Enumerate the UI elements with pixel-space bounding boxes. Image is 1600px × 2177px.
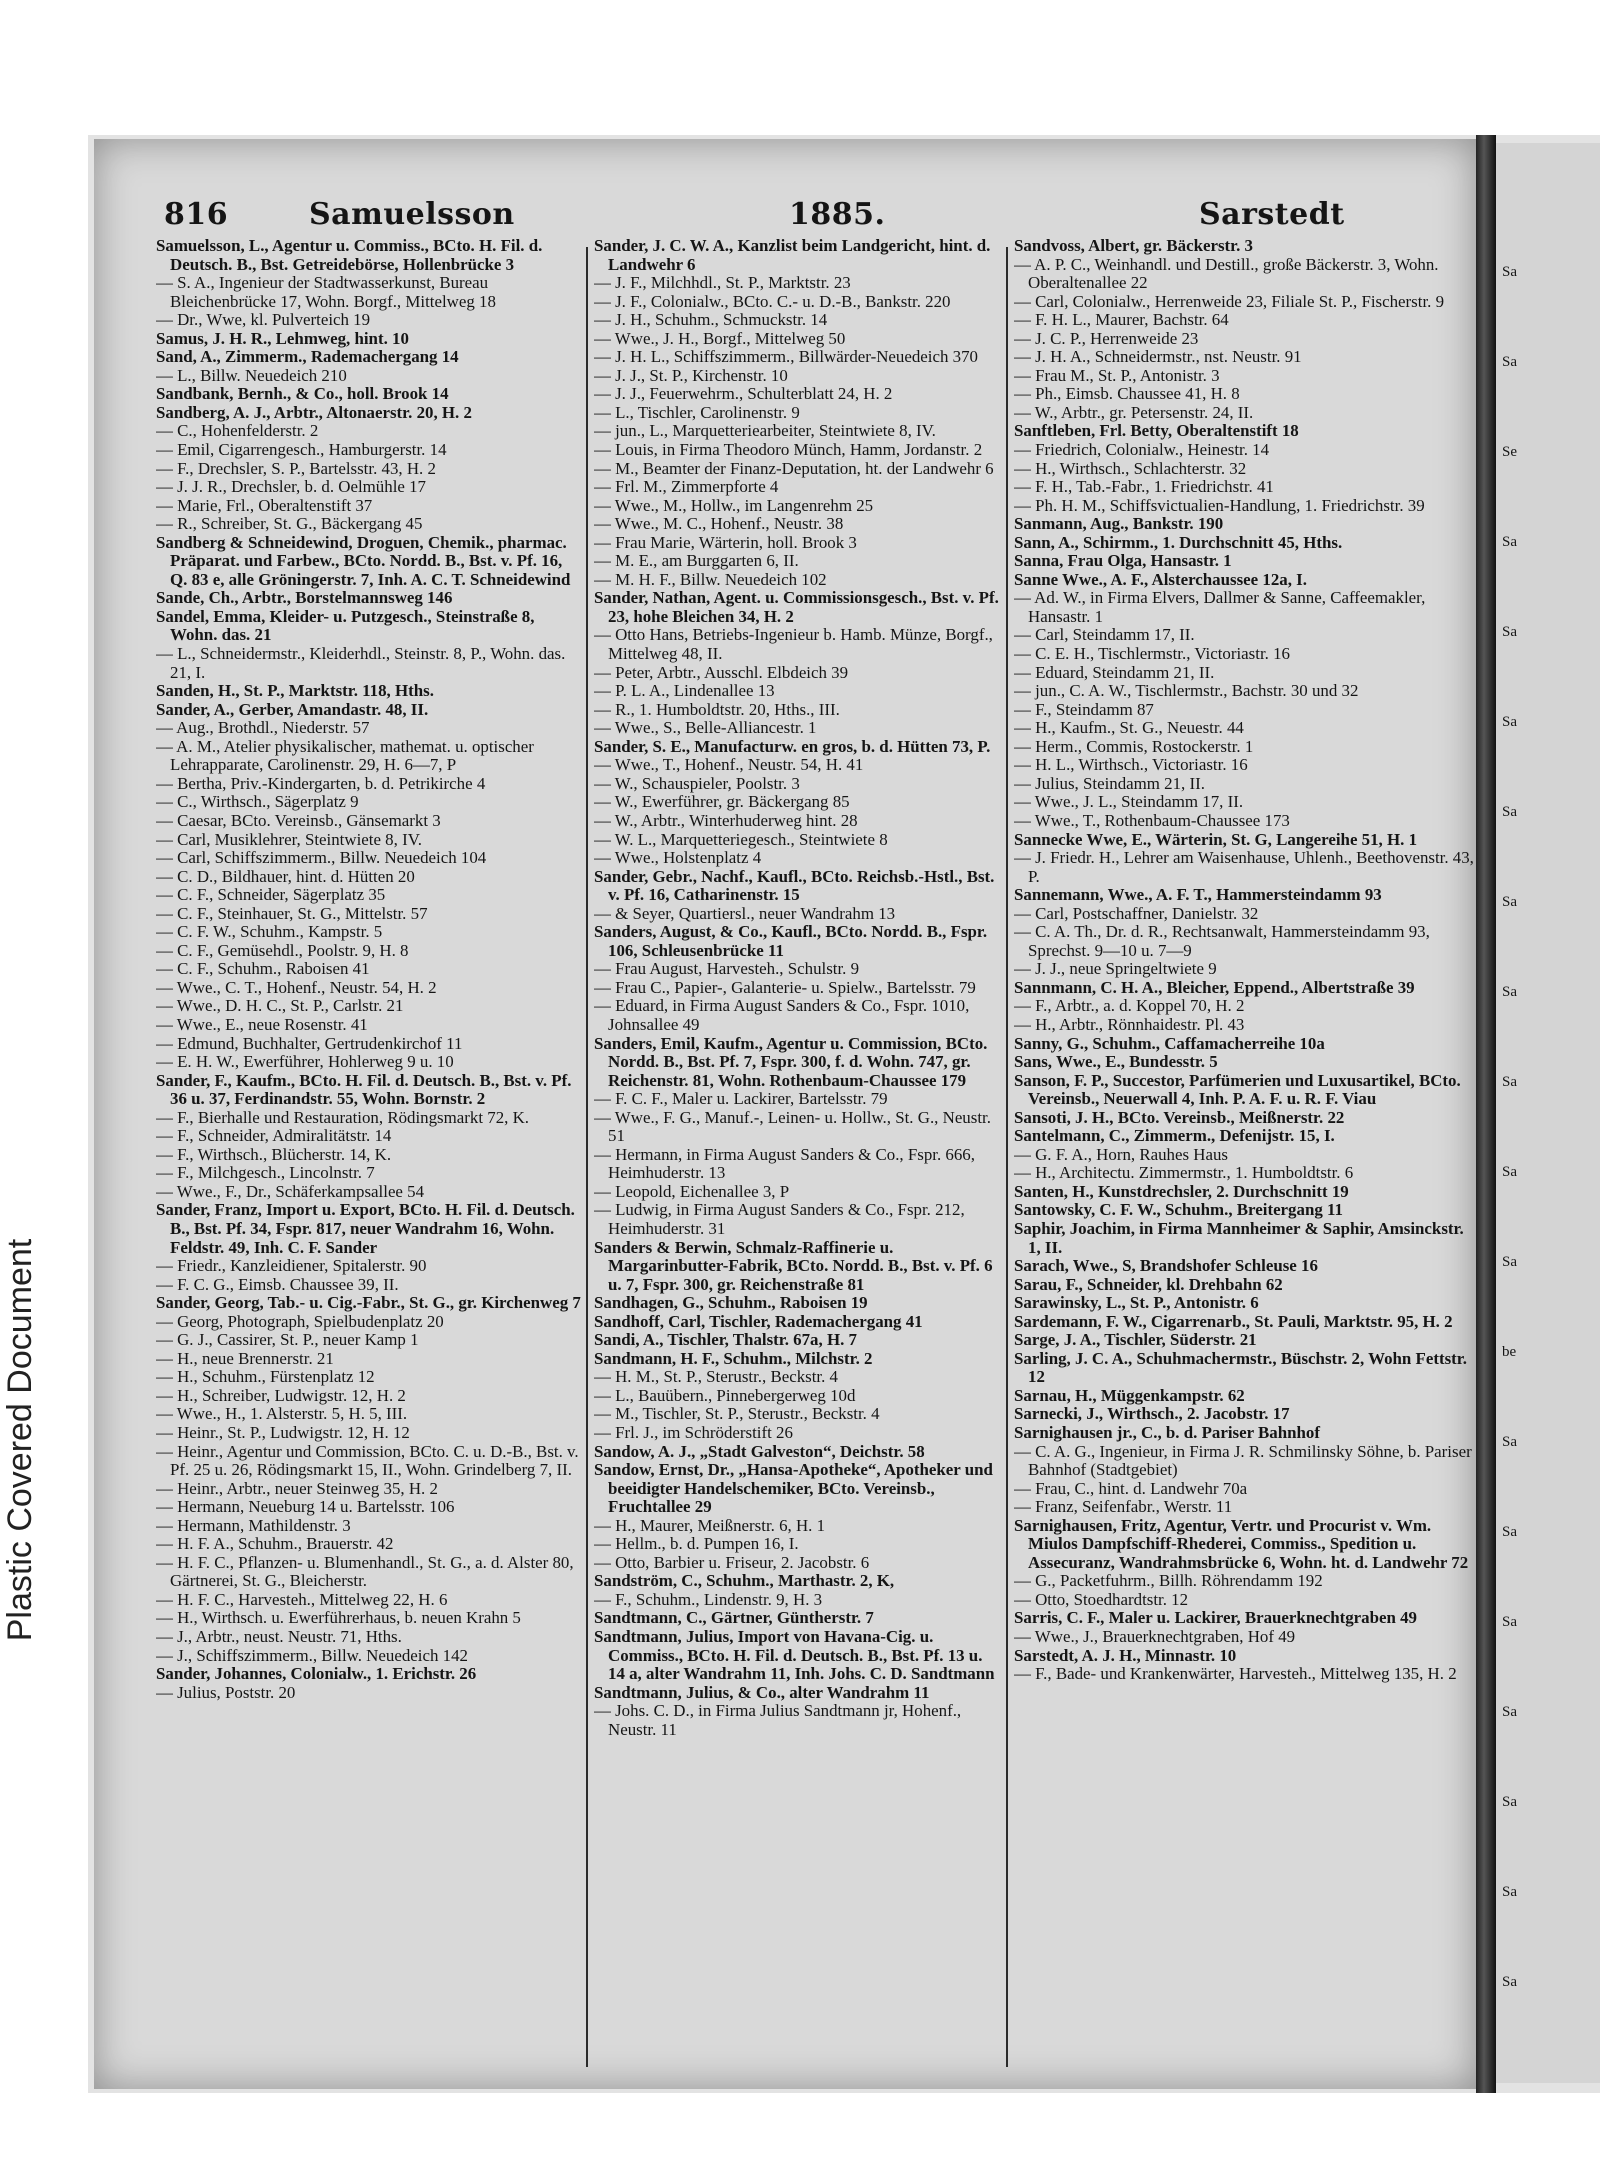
directory-entry: — J. F., Colonialw., BCto. C.- u. D.-B., Bankstr. 220 xyxy=(594,291,951,311)
directory-entry: — Frau August, Harvesteh., Schulstr. 9 xyxy=(594,959,860,979)
directory-entry: Samuelsson, L., Agentur u. Commiss., BCto. H. Fil. d. Deutsch. B., Bst. Getreidebörse, Hollenbrücke 3 xyxy=(156,237,543,274)
directory-entry: — W., Schauspieler, Poolstr. 3 xyxy=(594,773,800,793)
directory-entry: — Ph., Eimsb. Chaussee 41, H. 8 xyxy=(1014,384,1240,404)
directory-entry: — Wwe., S., Belle-Alliancestr. 1 xyxy=(594,718,817,738)
directory-entry: — Frau, C., hint. d. Landwehr 70a xyxy=(1014,1478,1248,1498)
directory-page xyxy=(94,139,1476,2089)
directory-entry: — Hermann, Mathildenstr. 3 xyxy=(156,1515,351,1535)
directory-entry: — Louis, in Firma Theodoro Münch, Hamm, Jordanstr. 2 xyxy=(594,440,983,460)
directory-entry: Sander, Johannes, Colonialw., 1. Erichstr. 26 xyxy=(156,1664,477,1684)
directory-entry: — H., Architectu. Zimmermstr., 1. Humboldtstr. 6 xyxy=(1014,1163,1354,1183)
directory-entry: Sanson, F. P., Succestor, Parfümerien und Luxusartikel, BCto. Vereinsb., Neuerwall 4, Inh. P. A. F. u. R. F. Viau xyxy=(1014,1070,1461,1109)
directory-entry: — F. H., Tab.-Fabr., 1. Friedrichstr. 41 xyxy=(1014,477,1274,497)
book-gutter xyxy=(1476,135,1496,2093)
directory-entry: Sarge, J. A., Tischler, Süderstr. 21 xyxy=(1014,1330,1257,1350)
directory-entry: — C. F., Schuhm., Raboisen 41 xyxy=(156,959,370,979)
directory-entry: — Wwe., M., Hollw., im Langenrehm 25 xyxy=(594,495,874,515)
directory-entry: Sarawinsky, L., St. P., Antonistr. 6 xyxy=(1014,1293,1259,1313)
directory-entry: — Peter, Arbtr., Ausschl. Elbdeich 39 xyxy=(594,662,849,682)
directory-entry: Sander, A., Gerber, Amandastr. 48, II. xyxy=(156,699,429,719)
adjacent-page-fragment: be xyxy=(1502,1344,1517,1360)
directory-entry: — J. C. P., Herrenweide 23 xyxy=(1014,328,1199,348)
directory-entry: — Emil, Cigarrengesch., Hamburgerstr. 14 xyxy=(156,440,447,460)
directory-entry: — jun., C. A. W., Tischlermstr., Bachstr. 30 und 32 xyxy=(1014,681,1359,701)
directory-entry: — Wwe., J., Brauerknechtgraben, Hof 49 xyxy=(1014,1627,1296,1647)
adjacent-page-fragment: Sa xyxy=(1502,264,1517,280)
directory-entry: Sandvoss, Albert, gr. Bäckerstr. 3 xyxy=(1014,237,1253,255)
directory-entry: — Ludwig, in Firma August Sanders & Co., Fspr. 212, Heimhuderstr. 31 xyxy=(594,1200,965,1238)
directory-entry: Santowsky, C. F. W., Schuhm., Breitergang 11 xyxy=(1014,1200,1343,1220)
directory-entry: Sarnighausen jr., C., b. d. Pariser Bahnhof xyxy=(1014,1423,1320,1442)
directory-entry: — Julius, Steindamm 21, II. xyxy=(1014,773,1205,793)
directory-entry: Sander, Nathan, Agent. u. Commissionsgesch., Bst. v. Pf. 23, hohe Bleichen 34, H. 2 xyxy=(594,588,999,626)
directory-entry: — H., Kaufm., St. G., Neuestr. 44 xyxy=(1014,718,1244,738)
adjacent-page-fragment: Sa xyxy=(1502,804,1517,820)
directory-entry: Sandow, Ernst, Dr., „Hansa-Apotheke“, Apotheker und beeidigter Handelschemiker, BCto. Vereinsb., Fruchtallee 29 xyxy=(594,1460,993,1517)
directory-entry: Sander, Georg, Tab.- u. Cig.-Fabr., St. G., gr. Kirchenweg 7 xyxy=(156,1293,581,1313)
adjacent-page-fragment: Sa xyxy=(1502,1884,1517,1900)
directory-entry: Sand, A., Zimmerm., Rademachergang 14 xyxy=(156,347,459,367)
year-heading: 1885. xyxy=(789,197,886,232)
directory-entry: — H. M., St. P., Sterustr., Beckstr. 4 xyxy=(594,1367,838,1387)
adjacent-page-fragment: Sa xyxy=(1502,1704,1517,1720)
adjacent-page-fragment: Sa xyxy=(1502,1254,1517,1270)
directory-entry: — J. H. L., Schiffszimmerm., Billwärder-Neuedeich 370 xyxy=(594,347,978,367)
directory-entry: Sanmann, Aug., Bankstr. 190 xyxy=(1014,514,1224,534)
column-divider xyxy=(1006,247,1008,2067)
directory-entry: — Ph. H. M., Schiffsvictualien-Handlung, 1. Friedrichstr. 39 xyxy=(1014,495,1425,515)
directory-entry: Sandberg, A. J., Arbtr., Altonaerstr. 20, H. 2 xyxy=(156,402,472,422)
scanned-page-frame xyxy=(88,135,1600,2093)
adjacent-page-fragment: Sa xyxy=(1502,1794,1517,1810)
directory-entry: — Marie, Frl., Oberaltenstift 37 xyxy=(156,495,373,515)
directory-entry: — Wwe., J. L., Steindamm 17, II. xyxy=(1014,792,1244,812)
directory-entry: — A. P. C., Weinhandl. und Destill., große Bäckerstr. 3, Wohn. Oberaltenallee 22 xyxy=(1014,254,1439,293)
directory-entry: — M. E., am Burggarten 6, II. xyxy=(594,551,799,571)
directory-entry: — L., Bauübern., Pinnebergerweg 10d xyxy=(594,1385,856,1405)
directory-entry: — F., Bierhalle und Restauration, Rödingsmarkt 72, K. xyxy=(156,1107,530,1127)
directory-entry: Saphir, Joachim, in Firma Mannheimer & Saphir, Amsinckstr. 1, II. xyxy=(1014,1218,1464,1257)
directory-entry: Sandberg & Schneidewind, Droguen, Chemik., pharmac. Präparat. und Farbew., BCto. Nordd. B., Bst. v. Pf. 16, Q. 83 e, alle Gröningerstr. 7, Inh. A. C. T. Schneidewind xyxy=(156,532,571,589)
directory-entry: — Georg, Photograph, Spielbudenplatz 20 xyxy=(156,1311,444,1331)
directory-entry: Sannemann, Wwe., A. F. T., Hammersteindamm 93 xyxy=(1014,885,1382,905)
directory-entry: Sanders, Emil, Kaufm., Agentur u. Commission, BCto. Nordd. B., Bst. Pf. 7, Fspr. 300, f. d. Wohn. 747, gr. Reichenstr. 81, Wohn. Rothenbaum-Chaussee 179 xyxy=(594,1033,988,1090)
directory-entry: Sandtmann, C., Gärtner, Güntherstr. 7 xyxy=(594,1608,874,1628)
right-guide-word: Sarstedt xyxy=(1199,197,1345,232)
directory-entry: — Carl, Colonialw., Herrenweide 23, Filiale St. P., Fischerstr. 9 xyxy=(1014,291,1445,311)
directory-entry: — J., Schiffszimmerm., Billw. Neuedeich 142 xyxy=(156,1645,468,1665)
directory-entry: — & Seyer, Quartiersl., neuer Wandrahm 13 xyxy=(594,903,896,923)
directory-column-1 xyxy=(156,237,581,2087)
directory-entry: Sandmann, H. F., Schuhm., Milchstr. 2 xyxy=(594,1348,873,1368)
directory-entry: — Wwe., M. C., Hohenf., Neustr. 38 xyxy=(594,514,844,534)
directory-entry: — C., Hohenfelderstr. 2 xyxy=(156,421,319,441)
directory-entry: — Frl. J., im Schröderstift 26 xyxy=(594,1423,793,1442)
directory-entry: — J., Arbtr., neust. Neustr. 71, Hths. xyxy=(156,1627,402,1647)
directory-entry: — W., Ewerführer, gr. Bäckergang 85 xyxy=(594,792,850,812)
directory-entry: Sandi, A., Tischler, Thalstr. 67a, H. 7 xyxy=(594,1330,857,1350)
directory-entry: — G., Packetfuhrm., Billh. Röhrendamm 192 xyxy=(1014,1571,1323,1591)
directory-entry: — C. D., Bildhauer, hint. d. Hütten 20 xyxy=(156,866,415,886)
adjacent-page-fragment: Sa xyxy=(1502,1074,1517,1090)
directory-entry: — Wwe., D. H. C., St. P., Carlstr. 21 xyxy=(156,996,404,1016)
directory-entry: — F., Bade- und Krankenwärter, Harvesteh., Mittelweg 135, H. 2 xyxy=(1014,1664,1457,1684)
directory-entry: Sandtmann, Julius, Import von Havana-Cig. u. Commiss., BCto. H. Fil. d. Deutsch. B., Bst. Pf. 13 u. 14 a, alter Wandrahm 11, Inh. Johs. C. D. Sandtmann xyxy=(594,1627,995,1684)
directory-entry: — Hermann, in Firma August Sanders & Co., Fspr. 666, Heimhuderstr. 13 xyxy=(594,1144,975,1183)
directory-entry: — Julius, Poststr. 20 xyxy=(156,1682,296,1702)
directory-entry: — W. L., Marquetteriegesch., Steintwiete 8 xyxy=(594,829,888,849)
directory-entry: — J. J., neue Springeltwiete 9 xyxy=(1014,959,1217,979)
adjacent-page-fragment: Sa xyxy=(1502,1524,1517,1540)
directory-entry: Sannecke Wwe, E., Wärterin, St. G, Langereihe 51, H. 1 xyxy=(1014,829,1418,849)
directory-entry: — P. L. A., Lindenallee 13 xyxy=(594,681,775,701)
directory-entry: Sander, Gebr., Nachf., Kaufl., BCto. Reichsb.-Hstl., Bst. v. Pf. 16, Catharinenstr. 15 xyxy=(594,866,995,905)
directory-entry: — M., Tischler, St. P., Sterustr., Beckstr. 4 xyxy=(594,1404,880,1424)
directory-entry: — H. F. C., Pflanzen- u. Blumenhandl., St. G., a. d. Alster 80, Gärtnerei, St. G., Bleicherstr. xyxy=(156,1552,574,1591)
directory-entry: — Frau C., Papier-, Galanterie- u. Spielw., Bartelsstr. 79 xyxy=(594,977,976,997)
directory-column-3 xyxy=(1014,237,1474,2087)
directory-entry: — F., Milchgesch., Lincolnstr. 7 xyxy=(156,1163,375,1183)
directory-entry: — H. L., Wirthsch., Victoriastr. 16 xyxy=(1014,755,1248,775)
directory-entry: — H., Maurer, Meißnerstr. 6, H. 1 xyxy=(594,1515,826,1535)
directory-entry: — H., Schreiber, Ludwigstr. 12, H. 2 xyxy=(156,1385,406,1405)
directory-entry: — Hermann, Neueburg 14 u. Bartelsstr. 106 xyxy=(156,1497,455,1517)
directory-entry: — Edmund, Buchhalter, Gertrudenkirchof 11 xyxy=(156,1033,463,1053)
directory-entry: — J. J. R., Drechsler, b. d. Oelmühle 17 xyxy=(156,477,427,497)
directory-entry: — Hellm., b. d. Pumpen 16, I. xyxy=(594,1534,799,1554)
directory-entry: Sarstedt, A. J. H., Minnastr. 10 xyxy=(1014,1645,1237,1665)
adjacent-page-fragment: Sa xyxy=(1502,1614,1517,1630)
directory-entry: — Otto Hans, Betriebs-Ingenieur b. Hamb. Münze, Borgf., Mittelweg 48, II. xyxy=(594,625,993,664)
directory-entry: Sandtmann, Julius, & Co., alter Wandrahm 11 xyxy=(594,1682,930,1702)
adjacent-page-fragment: Sa xyxy=(1502,1974,1517,1990)
directory-entry: — Leopold, Eichenallee 3, P xyxy=(594,1181,790,1201)
directory-entry: — C. E. H., Tischlermstr., Victoriastr. 16 xyxy=(1014,644,1290,664)
directory-entry: — F., Schuhm., Lindenstr. 9, H. 3 xyxy=(594,1589,823,1609)
directory-entry: — R., 1. Humboldtstr. 20, Hths., III. xyxy=(594,699,840,719)
directory-entry: Sande, Ch., Arbtr., Borstelmannsweg 146 xyxy=(156,588,453,608)
directory-entry: Santelmann, C., Zimmerm., Defenijstr. 15, I. xyxy=(1014,1126,1335,1146)
directory-entry: Sann, A., Schirmm., 1. Durchschnitt 45, Hths. xyxy=(1014,532,1343,552)
directory-entry: — H., Wirthsch. u. Ewerführerhaus, b. neuen Krahn 5 xyxy=(156,1608,521,1628)
directory-entry: — H., Schuhm., Fürstenplatz 12 xyxy=(156,1367,375,1387)
directory-entry: — Dr., Wwe, kl. Pulverteich 19 xyxy=(156,310,371,330)
directory-entry: — Otto, Stoedhardtstr. 12 xyxy=(1014,1589,1189,1609)
directory-entry: — L., Tischler, Carolinenstr. 9 xyxy=(594,402,800,422)
directory-entry: — Wwe., Holstenplatz 4 xyxy=(594,848,762,868)
directory-entry: — E. H. W., Ewerführer, Hohlerweg 9 u. 10 xyxy=(156,1052,454,1072)
directory-entry: — Wwe., J. H., Borgf., Mittelweg 50 xyxy=(594,328,846,348)
directory-entry: — Bertha, Priv.-Kindergarten, b. d. Petrikirche 4 xyxy=(156,773,486,793)
directory-entry: — C. F., Steinhauer, St. G., Mittelstr. 57 xyxy=(156,903,428,923)
directory-entry: — Eduard, Steindamm 21, II. xyxy=(1014,662,1215,682)
directory-entry: — Herm., Commis, Rostockerstr. 1 xyxy=(1014,736,1254,756)
directory-entry: Sander, Franz, Import u. Export, BCto. H. Fil. d. Deutsch. B., Bst. Pf. 34, Fspr. 817, neuer Wandrahm 16, Wohn. Feldstr. 49, Inh. C. F. Sander xyxy=(156,1200,575,1257)
directory-entry: — F., Arbtr., a. d. Koppel 70, H. 2 xyxy=(1014,996,1245,1016)
directory-entry: Sarau, F., Schneider, kl. Drehbahn 62 xyxy=(1014,1274,1283,1294)
directory-entry: Sarling, J. C. A., Schuhmachermstr., Büschstr. 2, Wohn Fettstr. 12 xyxy=(1014,1348,1467,1387)
directory-entry: — H., Arbtr., Rönnhaidestr. Pl. 43 xyxy=(1014,1014,1245,1034)
adjacent-page-fragment: Sa xyxy=(1502,894,1517,910)
adjacent-page-fragment: Sa xyxy=(1502,1164,1517,1180)
adjacent-page-fragment: Sa xyxy=(1502,1434,1517,1450)
directory-entry: — Carl, Steindamm 17, II. xyxy=(1014,625,1195,645)
directory-entry: — F. C. G., Eimsb. Chaussee 39, II. xyxy=(156,1274,399,1294)
directory-entry: — G. J., Cassirer, St. P., neuer Kamp 1 xyxy=(156,1330,419,1350)
directory-entry: — Heinr., Arbtr., neuer Steinweg 35, H. 2 xyxy=(156,1478,438,1498)
directory-entry: — A. M., Atelier physikalischer, mathemat. u. optischer Lehrapparate, Carolinenstr. 29, H. 6—7, P xyxy=(156,736,534,775)
directory-entry: Sanden, H., St. P., Marktstr. 118, Hths. xyxy=(156,681,434,701)
directory-entry: — Aug., Brothdl., Niederstr. 57 xyxy=(156,718,370,738)
directory-entry: — L., Billw. Neuedeich 210 xyxy=(156,365,347,385)
directory-entry: Sandhoff, Carl, Tischler, Rademachergang 41 xyxy=(594,1311,923,1331)
directory-entry: Sander, S. E., Manufacturw. en gros, b. d. Hütten 73, P. xyxy=(594,736,991,756)
directory-entry: — Friedr., Kanzleidiener, Spitalerstr. 90 xyxy=(156,1256,427,1276)
directory-entry: — Wwe., E., neue Rosenstr. 41 xyxy=(156,1014,368,1034)
directory-entry: — Caesar, BCto. Vereinsb., Gänsemarkt 3 xyxy=(156,810,441,830)
directory-entry: — F., Drechsler, S. P., Bartelsstr. 43, H. 2 xyxy=(156,458,436,478)
directory-entry: — Carl, Musiklehrer, Steintwiete 8, IV. xyxy=(156,829,422,849)
directory-column-2 xyxy=(594,237,999,2087)
directory-entry: — M., Beamter der Finanz-Deputation, ht. der Landwehr 6 xyxy=(594,458,994,478)
directory-entry: — M. H. F., Billw. Neuedeich 102 xyxy=(594,569,827,589)
directory-entry: — Frl. M., Zimmerpforte 4 xyxy=(594,477,779,497)
directory-entry: — F., Schneider, Admiralitätstr. 14 xyxy=(156,1126,392,1146)
directory-entry: — Wwe., T., Rothenbaum-Chaussee 173 xyxy=(1014,810,1290,830)
directory-entry: — S. A., Ingenieur der Stadtwasserkunst, Bureau Bleichenbrücke 17, Wohn. Borgf., Mittelweg 18 xyxy=(156,273,496,311)
adjacent-page-fragment: Sa xyxy=(1502,534,1517,550)
page-number: 816 xyxy=(164,197,229,232)
directory-entry: Sarnighausen, Fritz, Agentur, Vertr. und Procurist v. Wm. Miulos Dampfschiff-Rhederei, Commiss., Spedition u. Assecuranz, Wandrahmsbrücke 6, Wohn. ht. d. Landwehr 72 xyxy=(1014,1515,1469,1572)
directory-entry: Santen, H., Kunstdrechsler, 2. Durchschnitt 19 xyxy=(1014,1181,1349,1201)
adjacent-page-fragment: Sa xyxy=(1502,714,1517,730)
directory-entry: — jun., L., Marquetteriearbeiter, Steintwiete 8, IV. xyxy=(594,421,936,441)
directory-entry: Samus, J. H. R., Lehmweg, hint. 10 xyxy=(156,328,409,348)
directory-entry: Sandbank, Bernh., & Co., holl. Brook 14 xyxy=(156,384,449,404)
directory-entry: — Ad. W., in Firma Elvers, Dallmer & Sanne, Caffeemakler, Hansastr. 1 xyxy=(1014,588,1426,626)
directory-entry: Sander, F., Kaufm., BCto. H. Fil. d. Deutsch. B., Bst. v. Pf. 36 u. 37, Ferdinandstr. 55, Wohn. Bornstr. 2 xyxy=(156,1070,572,1109)
directory-entry: Sans, Wwe., E., Bundesstr. 5 xyxy=(1014,1052,1218,1072)
directory-entry: — F. C. F., Maler u. Lackirer, Bartelsstr. 79 xyxy=(594,1089,888,1109)
directory-entry: — C. F., Schneider, Sägerplatz 35 xyxy=(156,885,386,905)
left-guide-word: Samuelsson xyxy=(309,197,515,232)
directory-entry: Sanders, August, & Co., Kaufl., BCto. Nordd. B., Fspr. 106, Schleusenbrücke 11 xyxy=(594,922,988,960)
directory-entry: Sannmann, C. H. A., Bleicher, Eppend., Albertstraße 39 xyxy=(1014,977,1415,997)
directory-entry: Sarach, Wwe., S, Brandshofer Schleuse 16 xyxy=(1014,1256,1318,1276)
directory-entry: — Wwe., T., Hohenf., Neustr. 54, H. 41 xyxy=(594,755,864,775)
directory-entry: Sandel, Emma, Kleider- u. Putzgesch., Steinstraße 8, Wohn. das. 21 xyxy=(156,606,535,645)
directory-entry: — C., Wirthsch., Sägerplatz 9 xyxy=(156,792,359,812)
directory-entry: — Frau Marie, Wärterin, holl. Brook 3 xyxy=(594,532,857,552)
directory-entry: — F., Wirthsch., Blücherstr. 14, K. xyxy=(156,1144,392,1164)
directory-entry: — Franz, Seifenfabr., Werstr. 11 xyxy=(1014,1497,1233,1517)
directory-entry: — Wwe., H., 1. Alsterstr. 5, H. 5, III. xyxy=(156,1404,408,1424)
directory-entry: — H. F. A., Schuhm., Brauerstr. 42 xyxy=(156,1534,394,1554)
directory-entry: — Eduard, in Firma August Sanders & Co., Fspr. 1010, Johnsallee 49 xyxy=(594,996,970,1034)
directory-entry: — Carl, Postschaffner, Danielstr. 32 xyxy=(1014,903,1259,923)
directory-entry: Sandow, A. J., „Stadt Galveston“, Deichstr. 58 xyxy=(594,1441,925,1461)
directory-entry: — J. J., St. P., Kirchenstr. 10 xyxy=(594,365,788,385)
directory-entry: — J. Friedr. H., Lehrer am Waisenhause, Uhlenh., Beethovenstr. 43, P. xyxy=(1014,848,1474,886)
adjacent-page-fragment: Se xyxy=(1502,444,1517,460)
directory-entry: Sanftleben, Frl. Betty, Oberaltenstift 18 xyxy=(1014,421,1299,441)
directory-entry: Sanny, G., Schuhm., Caffamacherreihe 10a xyxy=(1014,1033,1325,1053)
directory-entry: — W., Arbtr., Winterhuderweg hint. 28 xyxy=(594,810,858,830)
directory-entry: — C. F., Gemüsehdl., Poolstr. 9, H. 8 xyxy=(156,940,409,960)
directory-entry: — Heinr., Agentur und Commission, BCto. C. u. D.-B., Bst. v. Pf. 25 u. 26, Rödingsmarkt 15, II., Wohn. Grindelberg 7, II. xyxy=(156,1441,579,1480)
directory-entry: Sanne Wwe., A. F., Alsterchaussee 12a, I. xyxy=(1014,569,1307,589)
directory-entry: — Wwe., F. G., Manuf.-, Leinen- u. Hollw., St. G., Neustr. 51 xyxy=(594,1107,991,1146)
directory-entry: — C. F. W., Schuhm., Kampstr. 5 xyxy=(156,922,383,942)
adjacent-page-fragment: Sa xyxy=(1502,624,1517,640)
directory-entry: — C. A. Th., Dr. d. R., Rechtsanwalt, Hammersteindamm 93, Sprechst. 9—10 u. 7—9 xyxy=(1014,922,1430,960)
directory-entry: — Johs. C. D., in Firma Julius Sandtmann jr, Hohenf., Neustr. 11 xyxy=(594,1701,962,1739)
directory-entry: — W., Arbtr., gr. Petersenstr. 24, II. xyxy=(1014,402,1254,422)
adjacent-page-fragment: Sa xyxy=(1502,984,1517,1000)
directory-entry: Sansoti, J. H., BCto. Vereinsb., Meißnerstr. 22 xyxy=(1014,1107,1345,1127)
directory-entry: — F., Steindamm 87 xyxy=(1014,699,1154,719)
directory-entry: Sanna, Frau Olga, Hansastr. 1 xyxy=(1014,551,1232,571)
directory-entry: — Otto, Barbier u. Friseur, 2. Jacobstr. 6 xyxy=(594,1552,870,1572)
directory-entry: — L., Schneidermstr., Kleiderhdl., Steinstr. 8, P., Wohn. das. 21, I. xyxy=(156,644,566,682)
directory-entry: — Wwe., C. T., Hohenf., Neustr. 54, H. 2 xyxy=(156,977,437,997)
adjacent-page-fragment: Sa xyxy=(1502,354,1517,370)
column-divider xyxy=(586,247,588,2067)
directory-entry: — H., Wirthsch., Schlachterstr. 32 xyxy=(1014,458,1247,478)
plastic-cover-stamp: Plastic Covered Document xyxy=(1,1238,39,1642)
directory-entry: — C. A. G., Ingenieur, in Firma J. R. Schmilinsky Söhne, b. Pariser Bahnhof (Stadtgebiet) xyxy=(1014,1441,1472,1480)
directory-entry: — Frau M., St. P., Antonistr. 3 xyxy=(1014,365,1220,385)
directory-entry: Sarnecki, J., Wirthsch., 2. Jacobstr. 17 xyxy=(1014,1404,1290,1424)
directory-entry: — J. H. A., Schneidermstr., nst. Neustr. 91 xyxy=(1014,347,1302,367)
directory-entry: — J. F., Milchhdl., St. P., Marktstr. 23 xyxy=(594,273,851,293)
directory-entry: — J. H., Schuhm., Schmuckstr. 14 xyxy=(594,310,828,330)
directory-entry: — Heinr., St. P., Ludwigstr. 12, H. 12 xyxy=(156,1423,410,1442)
directory-entry: Sardemann, F. W., Cigarrenarb., St. Pauli, Marktstr. 95, H. 2 xyxy=(1014,1311,1453,1331)
directory-entry: — R., Schreiber, St. G., Bäckergang 45 xyxy=(156,514,423,534)
directory-entry: — Carl, Schiffszimmerm., Billw. Neuedeich 104 xyxy=(156,848,487,868)
directory-entry: Sandhagen, G., Schuhm., Raboisen 19 xyxy=(594,1293,868,1313)
directory-entry: — Friedrich, Colonialw., Heinestr. 14 xyxy=(1014,440,1270,460)
directory-entry: — H. F. C., Harvesteh., Mittelweg 22, H. 6 xyxy=(156,1589,448,1609)
directory-entry: — H., neue Brennerstr. 21 xyxy=(156,1348,334,1368)
directory-entry: — J. J., Feuerwehrm., Schulterblatt 24, H. 2 xyxy=(594,384,893,404)
adjacent-page-fragments xyxy=(1502,263,1598,2063)
directory-entry: Sander, J. C. W. A., Kanzlist beim Landgericht, hint. d. Landwehr 6 xyxy=(594,237,991,274)
adjacent-page-edge xyxy=(1496,143,1600,2083)
directory-entry: Sarnau, H., Müggenkampstr. 62 xyxy=(1014,1385,1245,1405)
directory-entry: Sanders & Berwin, Schmalz-Raffinerie u. Margarinbutter-Fabrik, BCto. Nordd. B., Bst. v. Pf. 6 u. 7, Fspr. 300, gr. Reichenstraße 81 xyxy=(594,1237,993,1294)
directory-entry: Sarris, C. F., Maler u. Lackirer, Brauerknechtgraben 49 xyxy=(1014,1608,1418,1628)
directory-entry: — Wwe., F., Dr., Schäferkampsallee 54 xyxy=(156,1181,425,1201)
directory-entry: — F. H. L., Maurer, Bachstr. 64 xyxy=(1014,310,1229,330)
directory-entry: Sandström, C., Schuhm., Marthastr. 2, K, xyxy=(594,1571,895,1591)
directory-entry: — G. F. A., Horn, Rauhes Haus xyxy=(1014,1144,1228,1164)
